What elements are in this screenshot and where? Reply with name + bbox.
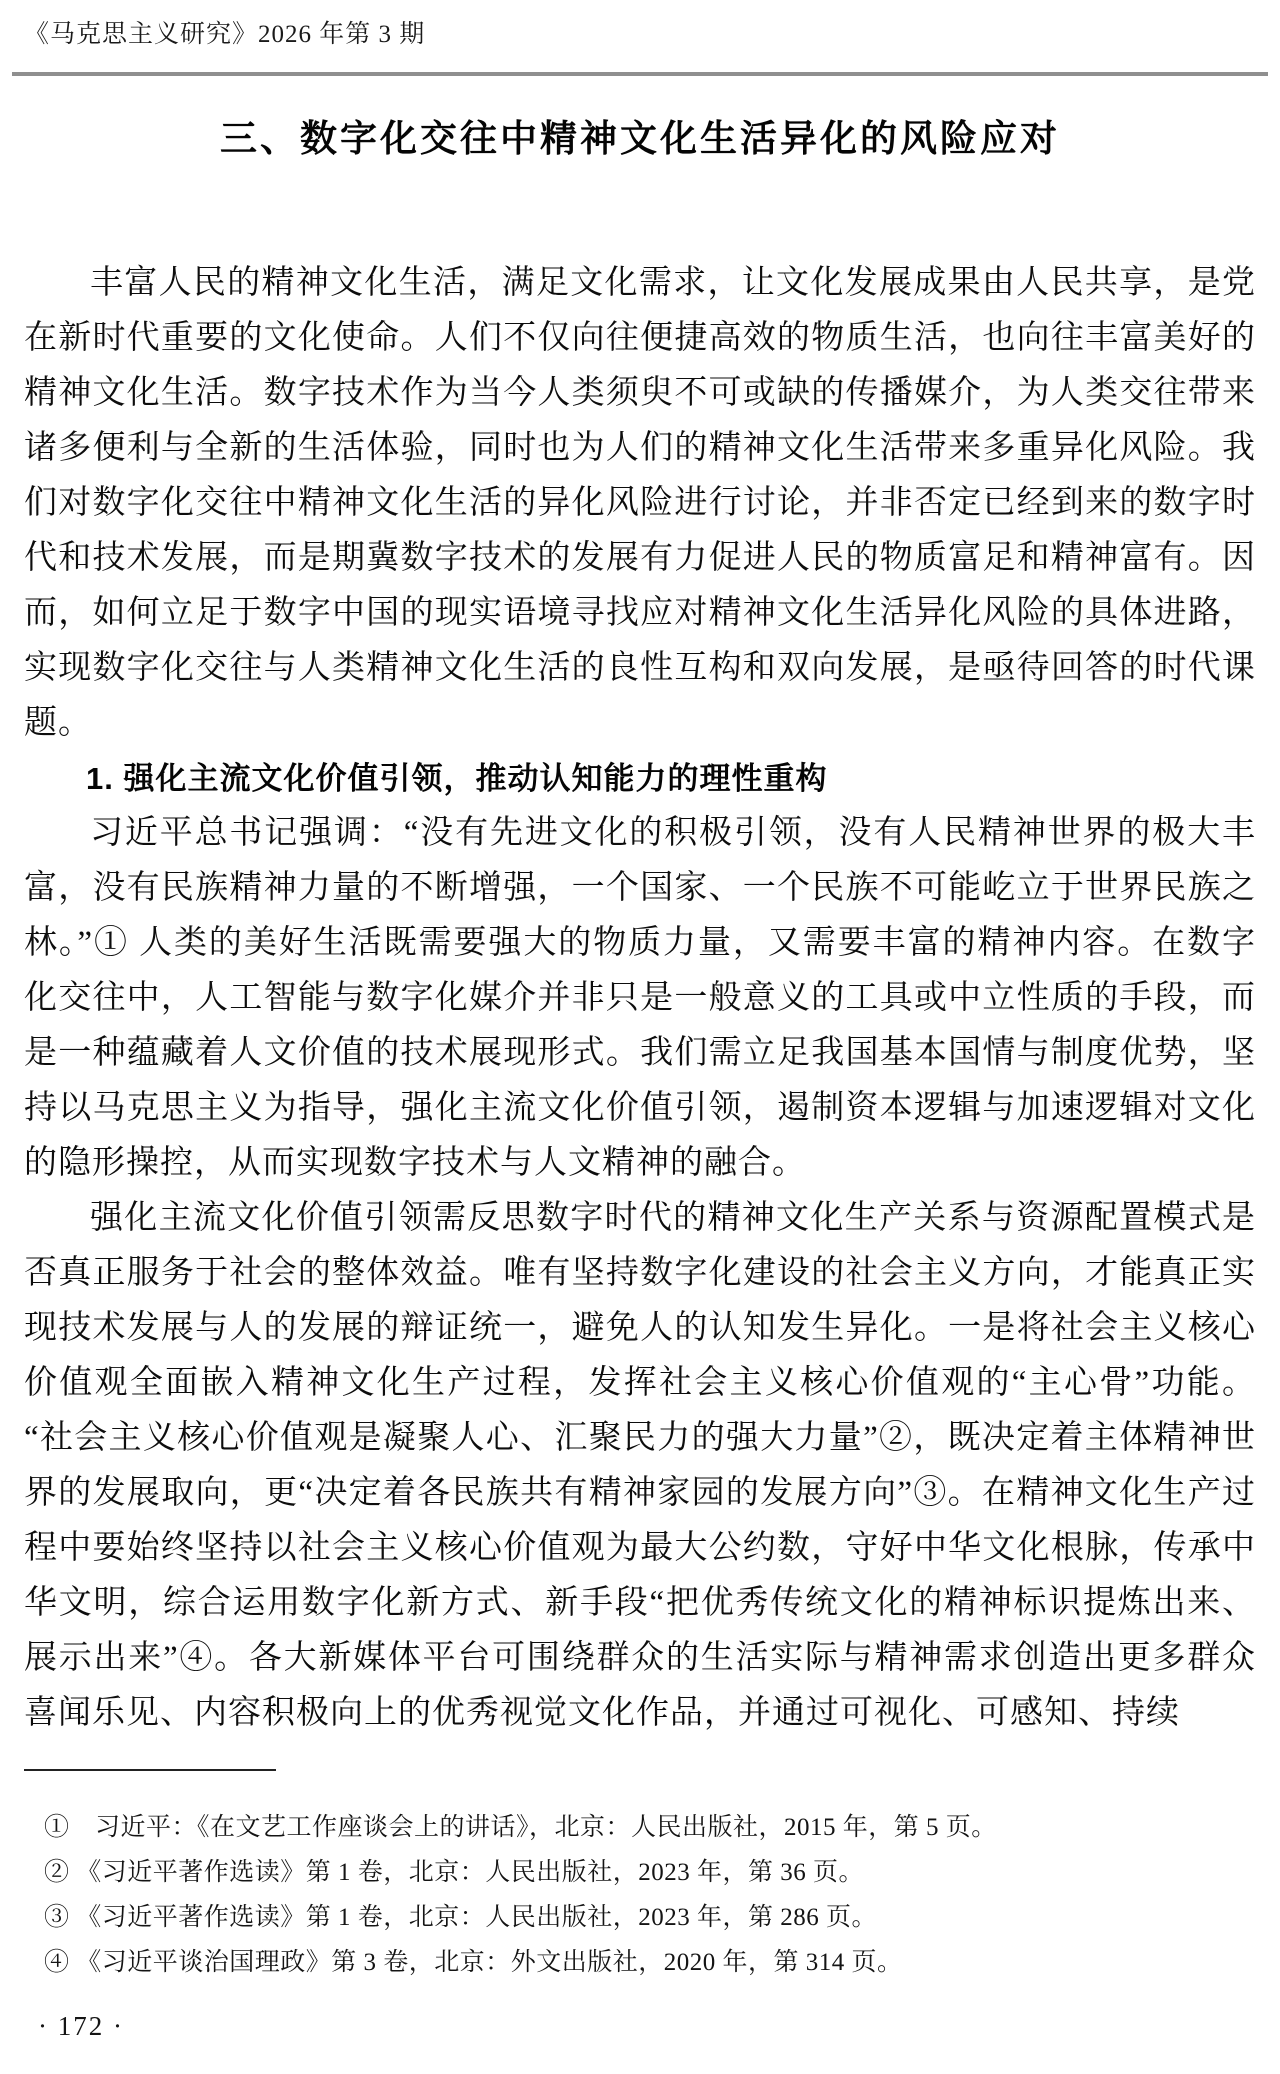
section-title: 三、数字化交往中精神文化生活异化的风险应对: [220, 119, 1060, 160]
paragraph-3: 强化主流文化价值引领需反思数字时代的精神文化生产关系与资源配置模式是否真正服务于社会的整体效益。唯有坚持数字化建设的社会主义方向，才能真正实现技术发展与人的发展的辩证统一，避免人的认知发生异化。一是将社会主义核心价值观全面嵌入精神文化生产过程，发挥社会主义核心价值观的“主心骨”功能。“社会主义核心价值观是凝聚人心、汇聚民力的强大力量”②，既决定着主体精神世界的发展取向，更“决定着各民族共有精神家园的发展方向”③。在精神文化生产过程中要始终坚持以社会主义核心价值观为最大公约数，守好中华文化根脉，传承中华文明，综合运用数字化新方式、新手段“把优秀传统文化的精神标识提炼出来、展示出来”④。各大新媒体平台可围绕群众的生活实际与精神需求创造出更多群众喜闻乐见、内容积极向上的优秀视觉文化作品，并通过可视化、可感知、持续: [24, 1200, 1256, 1731]
journal-header: 《马克思主义研究》2026 年第 3 期: [24, 21, 426, 48]
subheading-1: 1. 强化主流文化价值引领，推动认知能力的理性重构: [86, 761, 828, 796]
page-number: · 172 ·: [38, 2011, 124, 2041]
paragraph-2: 习近平总书记强调：“没有先进文化的积极引领，没有人民精神世界的极大丰富，没有民族精神力量的不断增强，一个国家、一个民族不可能屹立于世界民族之林。”① 人类的美好生活既需要强大的物质力量，又需要丰富的精神内容。在数字化交往中，人工智能与数字化媒介并非只是一般意义的工具或中立性质的手段，而是一种蕴藏着人文价值的技术展现形式。我们需立足我国基本国情与制度优势，坚持以马克思主义为指导，强化主流文化价值引领，遏制资本逻辑与加速逻辑对文化的隐形操控，从而实现数字技术与人文精神的融合。: [24, 815, 1256, 1181]
paragraph-intro: 丰富人民的精神文化生活，满足文化需求，让文化发展成果由人民共享，是党在新时代重要的文化使命。人们不仅向往便捷高效的物质生活，也向往丰富美好的精神文化生活。数字技术作为当今人类须臾不可或缺的传播媒介，为人类交往带来诸多便利与全新的生活体验，同时也为人们的精神文化生活带来多重异化风险。我们对数字化交往中精神文化生活的异化风险进行讨论，并非否定已经到来的数字时代和技术发展，而是期冀数字技术的发展有力促进人民的物质富足和精神富有。因而，如何立足于数字中国的现实语境寻找应对精神文化生活异化风险的具体进路，实现数字化交往与人类精神文化生活的良性互构和双向发展，是亟待回答的时代课题。: [24, 265, 1256, 741]
footnote-2: ② 《习近平著作选读》第 1 卷，北京：人民出版社，2023 年，第 36 页。: [44, 1859, 865, 1886]
footnote-1: ① 习近平：《在文艺工作座谈会上的讲话》，北京：人民出版社，2015 年，第 5 页。: [44, 1814, 997, 1841]
footnote-3: ③ 《习近平著作选读》第 1 卷，北京：人民出版社，2023 年，第 286 页。: [44, 1904, 878, 1931]
footnotes-block: [24, 1805, 1256, 1985]
footnote-4: ④ 《习近平谈治国理政》第 3 卷，北京：外文出版社，2020 年，第 314 页。: [44, 1949, 903, 1976]
header-divider: [12, 72, 1268, 76]
footnote-divider: [24, 1769, 276, 1771]
